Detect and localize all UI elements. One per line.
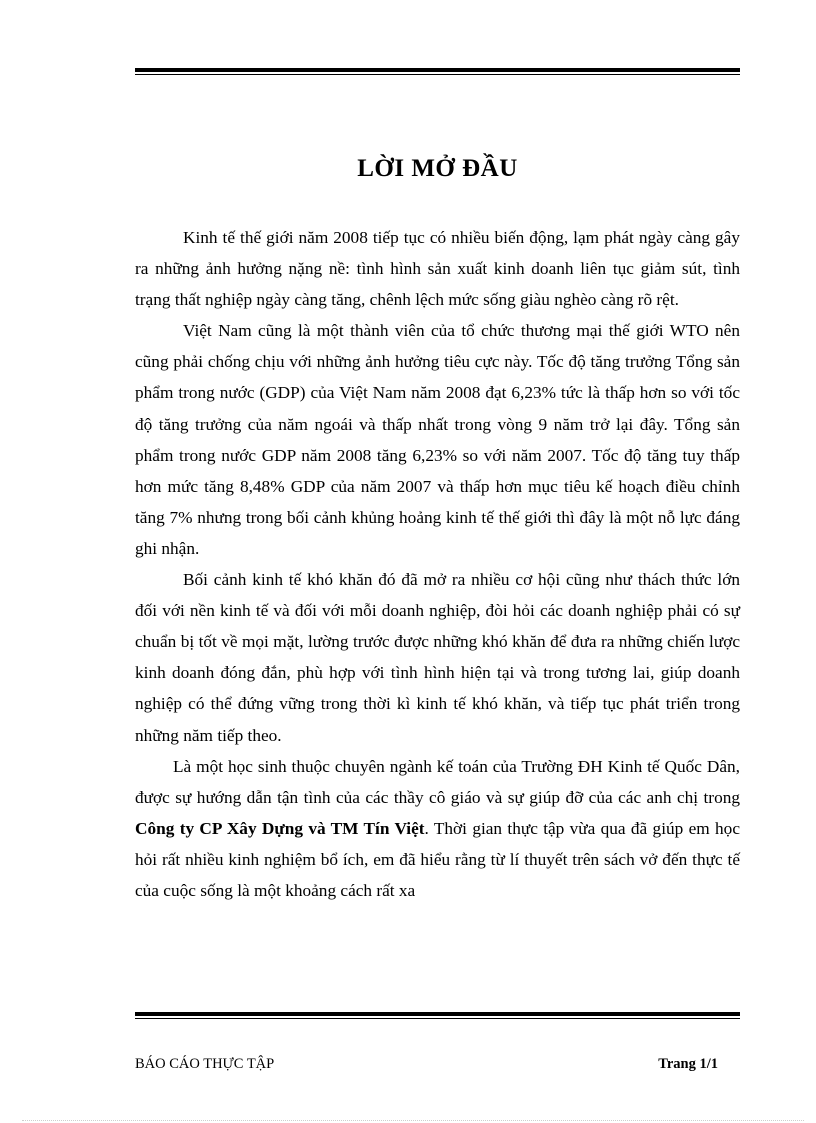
footer-report-label: BÁO CÁO THỰC TẬP	[135, 1056, 275, 1072]
paragraph-4-text-before: Là một học sinh thuộc chuyên ngành kế toán của Trường ĐH Kinh tế Quốc Dân, được sự hướng dẫn tận tình của các thầy cô giáo và sự giúp đỡ của các anh chị trong	[135, 756, 740, 807]
footer-rule	[135, 1012, 740, 1019]
company-name: Công ty CP Xây Dựng và TM Tín Việt	[135, 818, 425, 838]
page-number: Trang 1/1	[658, 1056, 718, 1072]
page-edge-divider	[22, 1120, 804, 1121]
paragraph-3: Bối cảnh kinh tế khó khăn đó đã mở ra nhiều cơ hội cũng như thách thức lớn đối với nền kinh tế và đối với mỗi doanh nghiệp, đòi hỏi các doanh nghiệp phải có sự chuẩn bị tốt về mọi mặt, lường trước được những khó khăn để đưa ra những chiến lược kinh doanh đóng đắn, phù hợp với tình hình hiện tại và trong tương lai, giúp doanh nghiệp có thể đứng vững trong thời kì kinh tế khó khăn, và tiếp tục phát triển trong những năm tiếp theo.	[135, 570, 740, 745]
document-body	[135, 222, 740, 906]
paragraph-2: Việt Nam cũng là một thành viên của tổ chức thương mại thế giới WTO nên cũng phải chống chịu với những ảnh hưởng tiêu cực này. Tốc độ tăng trưởng Tổng sản phẩm trong nước (GDP) của Việt Nam năm 2008 đạt 6,23% tức là thấp hơn so với tốc độ tăng trưởng của năm ngoái và thấp nhất trong vòng 9 năm trở lại đây. Tổng sản phẩm trong nước GDP năm 2008 tăng 6,23% so với năm 2007. Tốc độ tăng tuy thấp hơn mức tăng 8,48% GDP của năm 2007 và thấp hơn mục tiêu kế hoạch điều chỉnh tăng 7% nhưng trong bối cảnh khủng hoảng kinh tế thế giới thì đây là một nỗ lực đáng ghi nhận.	[135, 321, 740, 558]
header-rule	[135, 68, 740, 75]
paragraph-4-text-after: . Thời gian thực tập vừa qua đã giúp em học hỏi rất nhiều kinh nghiệm bổ ích, em đã hiểu rằng từ lí thuyết trên sách vở đến thực tế của cuộc sống là một khoảng cách rất xa	[135, 818, 740, 900]
paragraph-4	[135, 751, 740, 906]
paragraph-1: Kinh tế thế giới năm 2008 tiếp tục có nhiều biến động, lạm phát ngày càng gây ra những ảnh hưởng nặng nề: tình hình sản xuất kinh doanh liên tục giảm sút, tình trạng thất nghiệp ngày càng tăng, chênh lệch mức sống giàu nghèo càng rõ rệt.	[135, 228, 740, 310]
page-title: LỜI MỞ ĐẦU	[357, 155, 518, 182]
page-footer	[135, 1056, 718, 1073]
